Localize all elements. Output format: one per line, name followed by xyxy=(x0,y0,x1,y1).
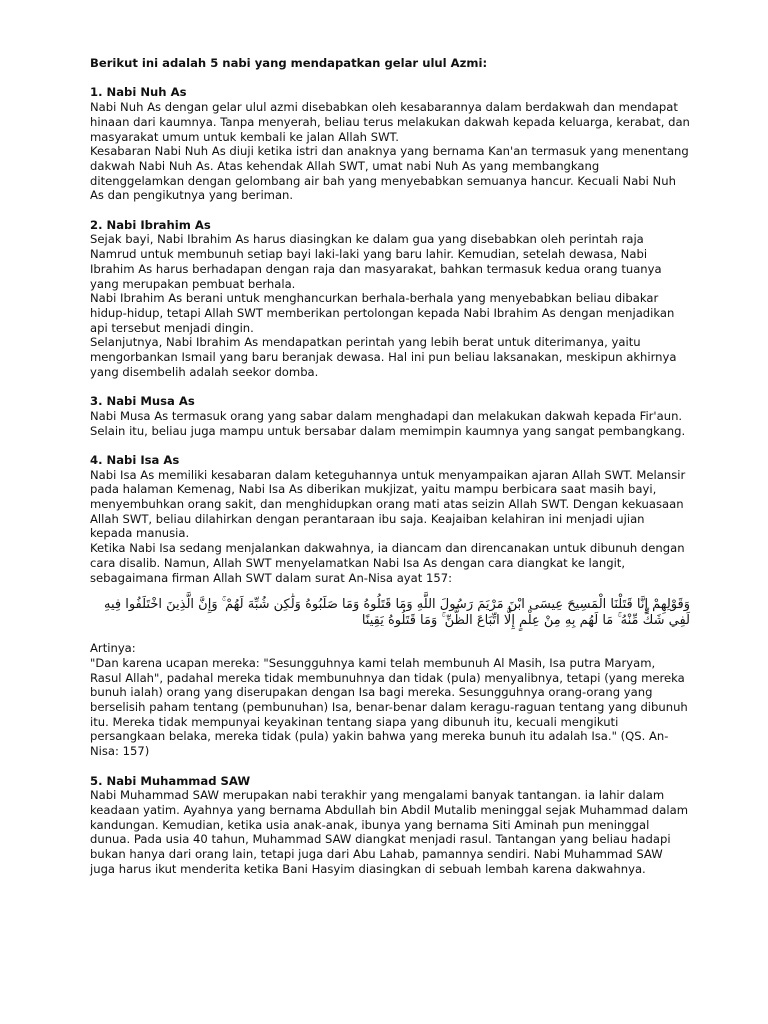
arabic-verse: وَقَوْلِهِمْ إِنَّا قَتَلْنَا الْمَسِيحَ عِيسَى ابْنَ مَرْيَمَ رَسُولَ اللَّهِ وَمَا قَتَلُوهُ وَمَا صَلَبُوهُ وَلَٰكِن شُبِّهَ لَهُمْ ۚ وَإِنَّ الَّذِينَ اخْتَلَفُوا فِيهِ لَفِي شَكٍّ مِّنْهُ ۚ مَا لَهُم بِهِ مِنْ عِلْمٍ إِلَّا اتِّبَاعَ الظَّنِّ ۚ وَمَا قَتَلُوهُ يَقِينًا xyxy=(103,597,690,629)
paragraph: Sejak bayi, Nabi Ibrahim As harus diasingkan ke dalam gua yang disebabkan oleh perintah raja Namrud untuk membunuh setiap bayi laki-laki yang baru lahir. Kemudian, setelah dewasa, Nabi Ibrahim As harus berhadapan dengan raja dan masyarakat, bahkan termasuk kedua orang tuanya yang merupakan pembuat berhala. xyxy=(90,232,662,291)
paragraph: Ketika Nabi Isa sedang menjalankan dakwahnya, ia diancam dan direncanakan untuk dibunuh dengan cara disalib. Namun, Allah SWT menyelamatkan Nabi Isa As dengan cara diangkat ke langit, sebagaimana firman Allah SWT dalam surat An-Nisa ayat 157: xyxy=(90,541,685,585)
section-title: 2. Nabi Ibrahim As xyxy=(90,217,211,232)
section-nabi-ibrahim xyxy=(90,218,690,380)
intro-heading: Berikut ini adalah 5 nabi yang mendapatkan gelar ulul Azmi: xyxy=(90,56,488,70)
paragraph: Nabi Muhammad SAW merupakan nabi terakhir yang mengalami banyak tantangan. ia lahir dalam keadaan yatim. Ayahnya yang bernama Abdullah bin Abdil Mutalib meninggal sejak Muhammad dalam kandungan. Kemudian, ketika usia anak-anak, ibunya yang bernama Siti Aminah pun meninggal dunua. Pada usia 40 tahun, Muhammad SAW diangkat menjadi rasul. Tantangan yang beliau hadapi bukan hanya dari orang lain, tetapi juga dari Abu Lahab, pamannya sendiri. Nabi Muhammad SAW juga harus ikut menderita ketika Bani Hasyim diasingkan di sebuah lembah karena dakwahnya. xyxy=(90,788,688,876)
paragraph: Nabi Ibrahim As berani untuk menghancurkan berhala-berhala yang menyebabkan beliau dibakar hidup-hidup, tetapi Allah SWT memberikan pertolongan kepada Nabi Ibrahim As dengan menjadikan api tersebut menjadi dingin. xyxy=(90,291,675,335)
section-nabi-muhammad xyxy=(90,774,690,877)
translation-text: "Dan karena ucapan mereka: "Sesungguhnya kami telah membunuh Al Masih, Isa putra Maryam, Rasul Allah", padahal mereka tidak membunuhnya dan tidak (pula) menyalibnya, tetapi (yang mereka bunuh ialah) orang yang diserupakan dengan Isa bagi mereka. Sesungguhnya orang-orang yang berselisih paham tentang (pembunuhan) Isa, benar-benar dalam keragu-raguan tentang yang dibunuh itu. Mereka tidak mempunyai keyakinan tentang siapa yang dibunuh itu, kecuali mengikuti persangkaan belaka, mereka tidak (pula) yakin bahwa yang mereka bunuh itu adalah Isa." (QS. An-Nisa: 157) xyxy=(90,655,688,759)
paragraph: Nabi Musa As termasuk orang yang sabar dalam menghadapi dan melakukan dakwah kepada Fir'aun. Selain itu, beliau juga mampu untuk bersabar dalam memimpin kaumnya yang sangat pembangkang. xyxy=(90,408,686,438)
paragraph: Nabi Isa As memiliki kesabaran dalam keteguhannya untuk menyampaikan ajaran Allah SWT. Melansir pada halaman Kemenag, Nabi Isa As diberikan mukjizat, yaitu mampu berbicara saat masih bayi, menyembuhkan orang sakit, dan menghidupkan orang mati atas seizin Allah SWT. Dengan kekuasaan Allah SWT, beliau dilahirkan dengan perantaraan ibu saja. Keajaiban kelahiran ini menjadi ujian kepada manusia. xyxy=(90,467,686,541)
section-title: 5. Nabi Muhammad SAW xyxy=(90,773,251,788)
paragraph: Kesabaran Nabi Nuh As diuji ketika istri dan anaknya yang bernama Kan'an termasuk yang menentang dakwah Nabi Nuh As. Atas kehendak Allah SWT, umat nabi Nuh As yang membangkang ditenggelamkan dengan gelombang air bah yang menyebabkan semuanya hancur. Kecuali Nabi Nuh As dan pengikutnya yang beriman. xyxy=(90,144,689,203)
section-title: 1. Nabi Nuh As xyxy=(90,85,187,100)
section-title: 4. Nabi Isa As xyxy=(90,452,180,467)
section-nabi-isa xyxy=(90,453,690,759)
section-title: 3. Nabi Musa As xyxy=(90,394,195,409)
document-page xyxy=(90,56,690,891)
section-nabi-nuh xyxy=(90,85,690,203)
paragraph: Nabi Nuh As dengan gelar ulul azmi disebabkan oleh kesabarannya dalam berdakwah dan mendapat hinaan dari kaumnya. Tanpa menyerah, beliau terus melakukan dakwah kepada keluarga, kerabat, dan masyarakat umum untuk kembali ke jalan Allah SWT. xyxy=(90,100,690,144)
section-nabi-musa xyxy=(90,394,690,438)
translation-label: Artinya: xyxy=(90,641,136,656)
paragraph: Selanjutnya, Nabi Ibrahim As mendapatkan perintah yang lebih berat untuk diterimanya, yaitu mengorbankan Ismail yang baru beranjak dewasa. Hal ini pun beliau laksanakan, meskipun akhirnya yang disembelih adalah seekor domba. xyxy=(90,335,677,379)
